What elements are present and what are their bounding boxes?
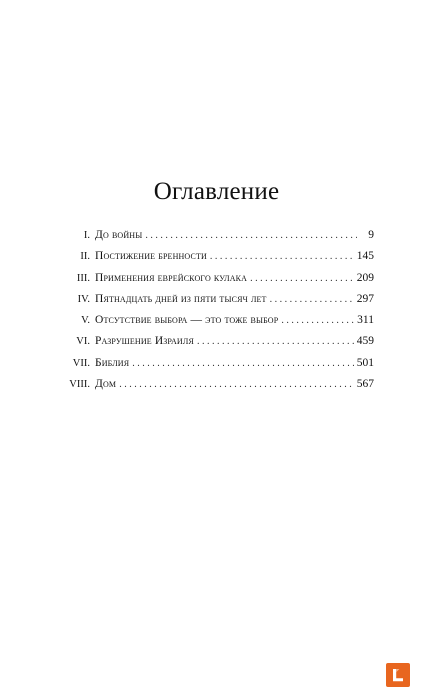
toc-entry-5[interactable] — [60, 310, 374, 331]
toc-entry-6[interactable] — [60, 331, 374, 352]
toc-entry-page: 209 — [356, 271, 374, 284]
toc-entry-page: 9 — [368, 229, 374, 241]
toc-entry-page: 567 — [356, 378, 374, 391]
toc-entry-label: Отсутствие выбора — это тоже выбор — [95, 314, 279, 327]
dot-leader — [270, 289, 354, 310]
toc-entry-label: До войны — [95, 229, 143, 241]
toc-entry-number: VII. — [72, 357, 90, 369]
toc-entry-number: V. — [81, 315, 90, 327]
dot-leader — [132, 353, 354, 374]
toc-entry-label: Постижение бренности — [95, 250, 207, 263]
dot-leader — [119, 374, 354, 395]
toc-title: Оглавление — [153, 178, 280, 205]
toc-entry-page: 311 — [357, 314, 374, 327]
toc-entry-1[interactable] — [60, 225, 374, 246]
toc-entry-label: Разрушение Израиля — [95, 335, 194, 348]
toc-entry-label: Применения еврейского кулака — [95, 271, 248, 284]
publisher-logo-glyph — [386, 663, 410, 687]
dot-leader — [250, 268, 354, 289]
dot-leader — [145, 225, 357, 246]
toc-entry-page: 501 — [356, 356, 374, 369]
toc-entry-7[interactable] — [60, 353, 374, 374]
toc-entry-number: VI. — [76, 336, 90, 348]
dot-leader — [281, 310, 354, 331]
toc-entry-page: 459 — [356, 335, 374, 348]
toc-entry-number: IV. — [77, 293, 90, 305]
toc-entry-3[interactable] — [60, 268, 374, 289]
toc-entry-number: I. — [83, 230, 90, 241]
dot-leader — [210, 246, 354, 267]
toc-entry-page: 297 — [356, 292, 374, 305]
publisher-logo-icon — [386, 663, 410, 687]
table-of-contents — [60, 225, 374, 395]
toc-entry-4[interactable] — [60, 289, 374, 310]
toc-entry-page: 145 — [356, 250, 374, 263]
toc-entry-number: VIII. — [69, 379, 90, 391]
dot-leader — [197, 331, 354, 352]
toc-entry-8[interactable] — [60, 374, 374, 395]
toc-entry-label: Дом — [95, 378, 117, 391]
toc-entry-label: Библия — [95, 356, 130, 369]
toc-entry-number: III. — [76, 272, 90, 284]
toc-entry-number: II. — [80, 251, 90, 263]
toc-entry-2[interactable] — [60, 246, 374, 267]
toc-entry-label: Пятнадцать дней из пяти тысяч лет — [95, 292, 267, 305]
